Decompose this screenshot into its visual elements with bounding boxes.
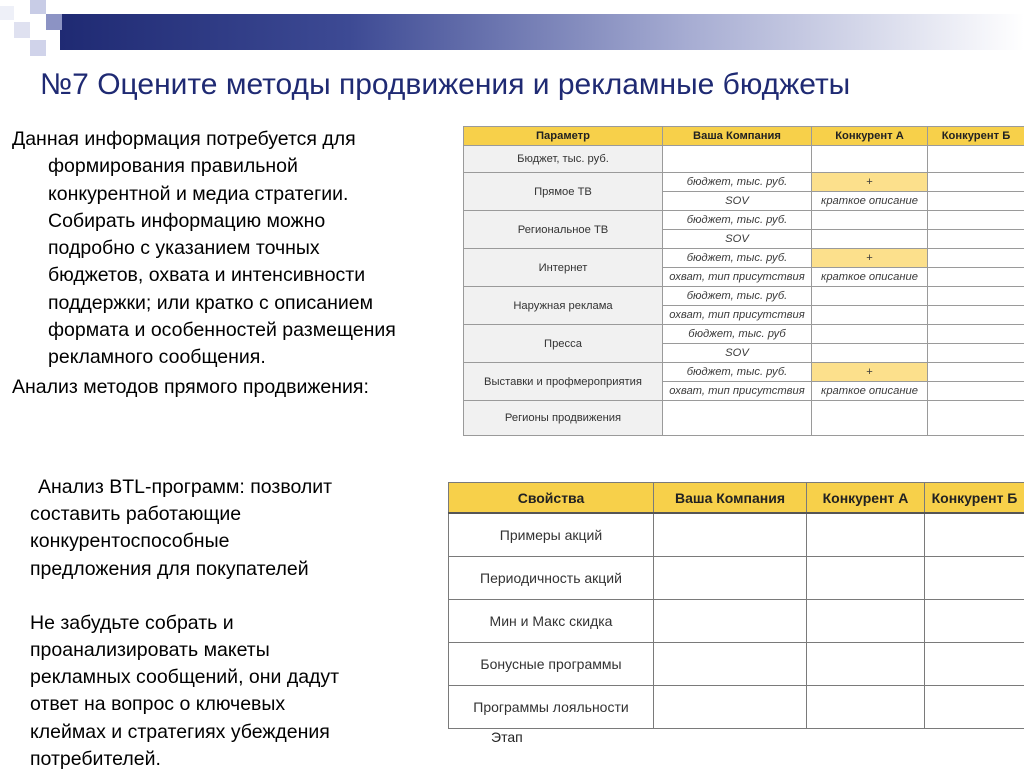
table1-desc: краткое описание (812, 192, 928, 211)
table1-subparam: бюджет, тыс. руб. (663, 249, 812, 268)
table1-subparam: бюджет, тыс. руб. (663, 173, 812, 192)
table1-cell (928, 287, 1024, 306)
table2-cell (654, 686, 807, 729)
table1-subparam: SOV (663, 230, 812, 249)
table1-cell (663, 401, 812, 436)
table1-cell (928, 382, 1024, 401)
table2-header: Свойства (449, 483, 654, 514)
header-band (60, 14, 1024, 50)
table1-cell (928, 249, 1024, 268)
table1-cell (928, 192, 1024, 211)
table2-cell (925, 643, 1024, 686)
table1-cell (928, 146, 1024, 173)
table1-param: Выставки и профмероприятия (464, 363, 663, 401)
intro-line: Данная информация потребуется для (12, 126, 457, 153)
table2-header: Ваша Компания (654, 483, 807, 514)
table2-cell (807, 600, 925, 643)
table2-cell (925, 513, 1024, 557)
table2-param: Примеры акций (449, 513, 654, 557)
table1-cell (812, 211, 928, 230)
table1-cell (928, 401, 1024, 436)
btl-line: клеймах и стратегиях убеждения (30, 719, 430, 746)
table1-param: Прямое ТВ (464, 173, 663, 211)
table1-desc: краткое описание (812, 268, 928, 287)
table1-cell (812, 306, 928, 325)
btl-line: рекламных сообщений, они дадут (30, 664, 430, 691)
table2-cell (925, 686, 1024, 729)
table1-subparam: бюджет, тыс. руб. (663, 287, 812, 306)
decor-square (30, 40, 46, 56)
table1-cell (812, 230, 928, 249)
intro-line: Собирать информацию можно (12, 208, 457, 235)
intro-text (12, 126, 457, 401)
table2-header: Конкурент А (807, 483, 925, 514)
table1-header: Конкурент А (812, 127, 928, 146)
table1-cell (928, 344, 1024, 363)
table2-cell (654, 643, 807, 686)
intro-line: конкурентной и медиа стратегии. (12, 181, 457, 208)
table1-param: Пресса (464, 325, 663, 363)
table1-subparam: SOV (663, 344, 812, 363)
table2-param: Бонусные программы (449, 643, 654, 686)
table1-param: Регионы продвижения (464, 401, 663, 436)
table2-cell (807, 557, 925, 600)
intro-line: бюджетов, охвата и интенсивности (12, 262, 457, 289)
table1-param: Региональное ТВ (464, 211, 663, 249)
table1-plus: + (812, 249, 928, 268)
table2-header: Конкурент Б (925, 483, 1024, 514)
intro-line: рекламного сообщения. (12, 344, 457, 371)
btl-line: составить работающие (30, 501, 430, 528)
table1-cell (928, 211, 1024, 230)
decor-square (0, 6, 14, 20)
table1-desc: краткое описание (812, 382, 928, 401)
btl-line: предложения для покупателей (30, 556, 430, 583)
page-title: №7 Оцените методы продвижения и рекламные бюджеты (40, 68, 1020, 102)
btl-line: Не забудьте собрать и (30, 610, 430, 637)
table1-cell (812, 146, 928, 173)
table1-header: Ваша Компания (663, 127, 812, 146)
table1-plus: + (812, 173, 928, 192)
stage-label: Этап (491, 729, 523, 745)
table2-cell (925, 600, 1024, 643)
table2-cell (925, 557, 1024, 600)
table2-param: Мин и Макс скидка (449, 600, 654, 643)
decor-square (14, 22, 30, 38)
table1-param: Бюджет, тыс. руб. (464, 146, 663, 173)
btl-table (448, 482, 1024, 729)
table1-cell (928, 173, 1024, 192)
table1-subparam: охват, тип присутствия (663, 306, 812, 325)
intro-line: формирования правильной (12, 153, 457, 180)
table1-cell (928, 363, 1024, 382)
table1-param: Интернет (464, 249, 663, 287)
table1-header: Параметр (464, 127, 663, 146)
table1-subparam: бюджет, тыс. руб. (663, 363, 812, 382)
media-table (463, 126, 1024, 436)
btl-line: ответ на вопрос о ключевых (30, 691, 430, 718)
decor-square (46, 14, 62, 30)
decor-square (30, 0, 46, 14)
table1-cell (928, 306, 1024, 325)
table1-cell (928, 268, 1024, 287)
intro-line: Анализ методов прямого продвижения: (12, 374, 457, 401)
table1-subparam: бюджет, тыс. руб. (663, 211, 812, 230)
table2-cell (654, 513, 807, 557)
table1-cell (812, 401, 928, 436)
btl-line (30, 474, 430, 501)
btl-text (30, 474, 430, 773)
intro-line: формата и особенностей размещения (12, 317, 457, 344)
table1-cell (928, 230, 1024, 249)
table1-cell (812, 325, 928, 344)
table1-subparam: охват, тип присутствия (663, 268, 812, 287)
btl-line: потребителей. (30, 746, 430, 773)
table1-header: Конкурент Б (928, 127, 1024, 146)
intro-line: поддержки; или кратко с описанием (12, 290, 457, 317)
table1-subparam: охват, тип присутствия (663, 382, 812, 401)
table1-cell (663, 146, 812, 173)
table1-cell (812, 344, 928, 363)
table1-subparam: SOV (663, 192, 812, 211)
table2-cell (654, 557, 807, 600)
btl-line: проанализировать макеты (30, 637, 430, 664)
btl-line-text: Анализ BTL-программ: позволит (30, 476, 332, 498)
table1-param: Наружная реклама (464, 287, 663, 325)
table2-cell (807, 513, 925, 557)
table1-subparam: бюджет, тыс. руб (663, 325, 812, 344)
table2-cell (807, 643, 925, 686)
table2-param: Программы лояльности (449, 686, 654, 729)
table2-cell (807, 686, 925, 729)
table2-param: Периодичность акций (449, 557, 654, 600)
table1-plus: + (812, 363, 928, 382)
table1-cell (812, 287, 928, 306)
btl-line: конкурентоспособные (30, 528, 430, 555)
table1-cell (928, 325, 1024, 344)
table2-cell (654, 600, 807, 643)
intro-line: подробно с указанием точных (12, 235, 457, 262)
